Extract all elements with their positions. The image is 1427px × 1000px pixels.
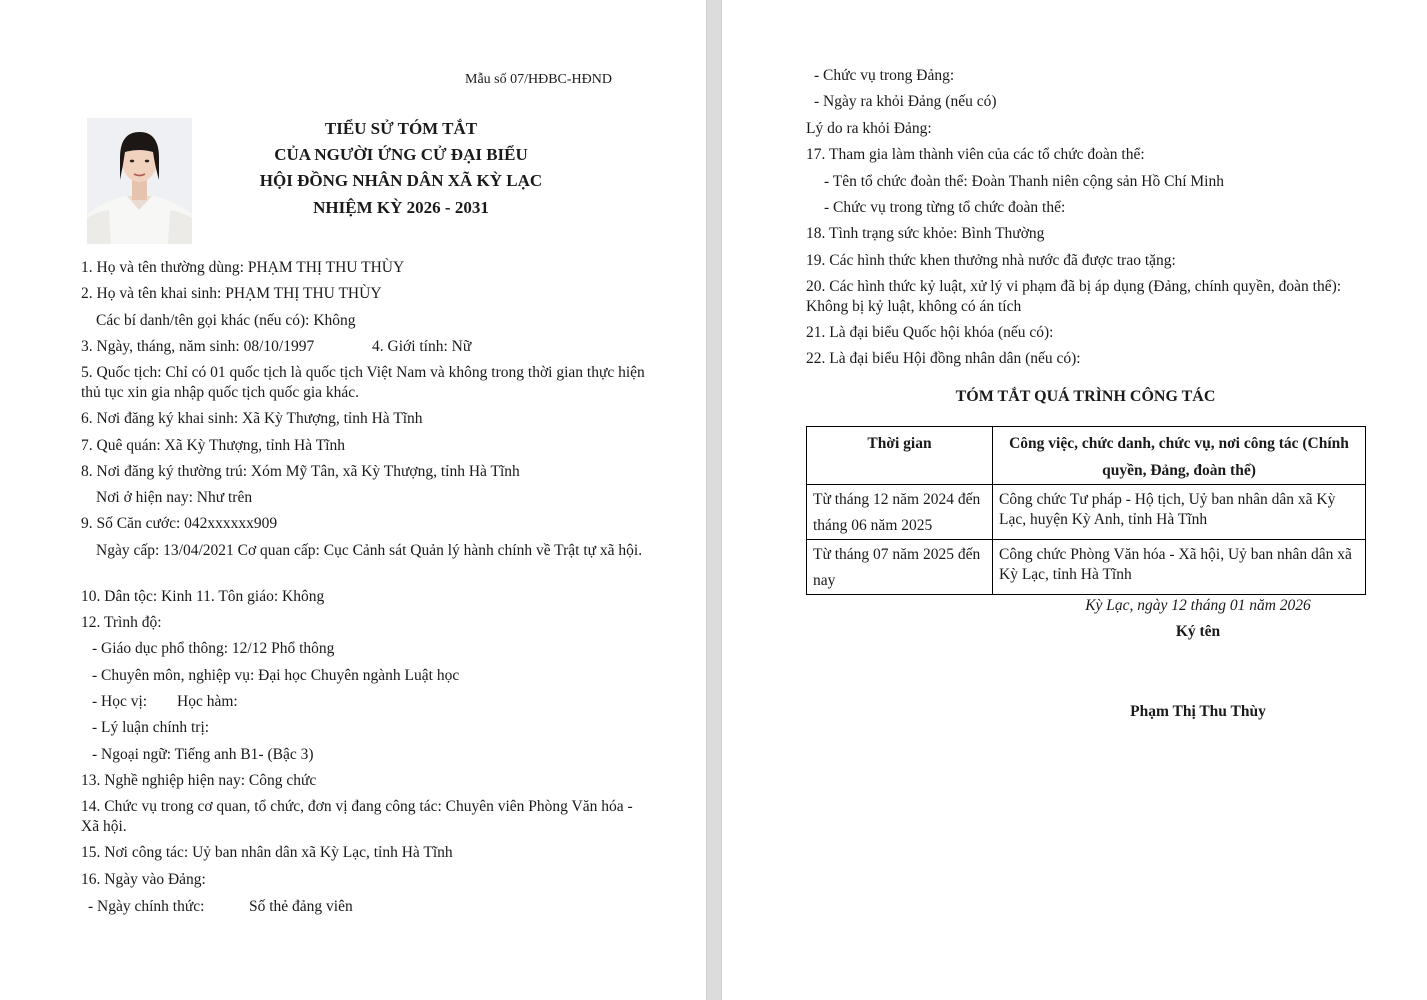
title-line-2: CỦA NGƯỜI ỨNG CỬ ĐẠI BIỂU [274, 145, 528, 164]
item-16-party-card-number: Số thẻ đảng viên [249, 898, 353, 915]
item-18-health: 18. Tình trạng sức khỏe: Bình Thường [806, 225, 1045, 242]
item-4-gender: 4. Giới tính: Nữ [372, 338, 472, 355]
signer-name: Phạm Thị Thu Thùy [1130, 703, 1266, 720]
item-12-specialization: - Chuyên môn, nghiệp vụ: Đại học Chuyên ngành Luật học [92, 667, 460, 684]
item-3-date-of-birth: 3. Ngày, tháng, năm sinh: 08/10/1997 [81, 338, 315, 355]
item-12-political-theory: - Lý luận chính trị: [92, 719, 210, 736]
title-line-4: NHIỆM KỲ 2026 - 2031 [313, 198, 489, 217]
party-position: - Chức vụ trong Đảng: [814, 67, 955, 84]
item-21-national-assembly: 21. Là đại biểu Quốc hội khóa (nếu có): [806, 324, 1054, 341]
item-22-peoples-council: 22. Là đại biểu Hội đồng nhân dân (nếu có): [806, 350, 1081, 367]
item-8-current-residence: Nơi ở hiện nay: Như trên [96, 489, 253, 506]
signature-label: Ký tên [1175, 623, 1221, 640]
column-header-job: Công việc, chức danh, chức vụ, nơi công tác (Chính quyền, Đảng, đoàn thể) [993, 427, 1366, 485]
item-13-occupation: 13. Nghề nghiệp hiện nay: Công chức [81, 772, 317, 789]
candidate-photo [87, 118, 192, 244]
page-gutter [706, 0, 722, 1000]
item-17-organization-name: - Tên tổ chức đoàn thể: Đoàn Thanh niên cộng sản Hồ Chí Minh [824, 173, 1224, 190]
title-line-3: HỘI ĐỒNG NHÂN DÂN XÃ KỲ LẠC [259, 171, 543, 190]
item-8-permanent-residence: 8. Nơi đăng ký thường trú: Xóm Mỹ Tân, xã Kỳ Thượng, tỉnh Hà Tĩnh [81, 463, 520, 480]
item-12-degree: - Học vị: [92, 693, 148, 710]
title-line-1: TIỂU SỬ TÓM TẮT [324, 119, 478, 138]
row-job: Công chức Tư pháp - Hộ tịch, Uỷ ban nhân dân xã Kỳ Lạc, huyện Kỳ Anh, tỉnh Hà Tĩnh [993, 485, 1366, 540]
item-19-awards: 19. Các hình thức khen thưởng nhà nước đã được trao tặng: [806, 252, 1176, 269]
party-leave-date: - Ngày ra khỏi Đảng (nếu có) [814, 93, 997, 110]
party-leave-reason: Lý do ra khỏi Đảng: [806, 120, 932, 137]
table-row [807, 485, 1366, 540]
item-12-foreign-language: - Ngoại ngữ: Tiếng anh B1- (Bậc 3) [92, 746, 314, 763]
item-17-organizations: 17. Tham gia làm thành viên của các tổ chức đoàn thể: [806, 146, 1145, 163]
item-20-discipline: 20. Các hình thức kỷ luật, xử lý vi phạm đã bị áp dụng (Đảng, chính quyền, đoàn thể): Không bị kỷ luật, không có án tích [806, 278, 1342, 315]
item-2-birth-name: 2. Họ và tên khai sinh: PHẠM THỊ THU THÙY [81, 285, 382, 302]
row-time: Từ tháng 12 năm 2024 đến tháng 06 năm 2025 [807, 485, 993, 540]
item-16-official-date: - Ngày chính thức: [88, 898, 205, 915]
item-1-common-name: 1. Họ và tên thường dùng: PHẠM THỊ THU THÙY [81, 259, 405, 276]
row-time: Từ tháng 07 năm 2025 đến nay [807, 540, 993, 595]
item-10-11-ethnicity-religion: 10. Dân tộc: Kinh 11. Tôn giáo: Không [81, 588, 325, 605]
table-row [807, 540, 1366, 595]
table-header-row [807, 427, 1366, 485]
work-history-heading: TÓM TẮT QUÁ TRÌNH CÔNG TÁC [955, 388, 1216, 405]
work-history-table [806, 426, 1366, 595]
item-2-aliases: Các bí danh/tên gọi khác (nếu có): Không [96, 312, 356, 329]
item-12-academic-title: Học hàm: [177, 693, 238, 710]
form-code: Mẫu số 07/HĐBC-HĐND [465, 72, 612, 87]
item-14-position: 14. Chức vụ trong cơ quan, tổ chức, đơn vị đang công tác: Chuyên viên Phòng Văn hóa - Xã hội. [81, 798, 633, 835]
item-16-party-join-date: 16. Ngày vào Đảng: [81, 871, 206, 888]
item-9-issue-info: Ngày cấp: 13/04/2021 Cơ quan cấp: Cục Cảnh sát Quản lý hành chính về Trật tự xã hội. [96, 542, 643, 559]
row-job: Công chức Phòng Văn hóa - Xã hội, Uỷ ban nhân dân xã Kỳ Lạc, tỉnh Hà Tĩnh [993, 540, 1366, 595]
item-5-nationality: 5. Quốc tịch: Chỉ có 01 quốc tịch là quốc tịch Việt Nam và không trong thời gian thực hiện thủ tục xin gia nhập quốc tịch quốc gia khác. [81, 364, 645, 401]
item-12-education: 12. Trình độ: [81, 614, 162, 631]
item-15-workplace: 15. Nơi công tác: Uỷ ban nhân dân xã Kỳ Lạc, tỉnh Hà Tĩnh [81, 844, 453, 861]
item-6-birth-registration: 6. Nơi đăng ký khai sinh: Xã Kỳ Thượng, tỉnh Hà Tĩnh [81, 410, 423, 427]
item-17-organization-position: - Chức vụ trong từng tổ chức đoàn thể: [824, 199, 1066, 216]
item-7-hometown: 7. Quê quán: Xã Kỳ Thượng, tỉnh Hà Tĩnh [81, 437, 345, 454]
item-9-id-number: 9. Số Căn cước: 042xxxxxx909 [81, 515, 278, 532]
item-12-general-education: - Giáo dục phổ thông: 12/12 Phổ thông [92, 640, 335, 657]
signature-place-date: Kỳ Lạc, ngày 12 tháng 01 năm 2026 [1085, 597, 1311, 614]
column-header-time: Thời gian [807, 427, 993, 485]
